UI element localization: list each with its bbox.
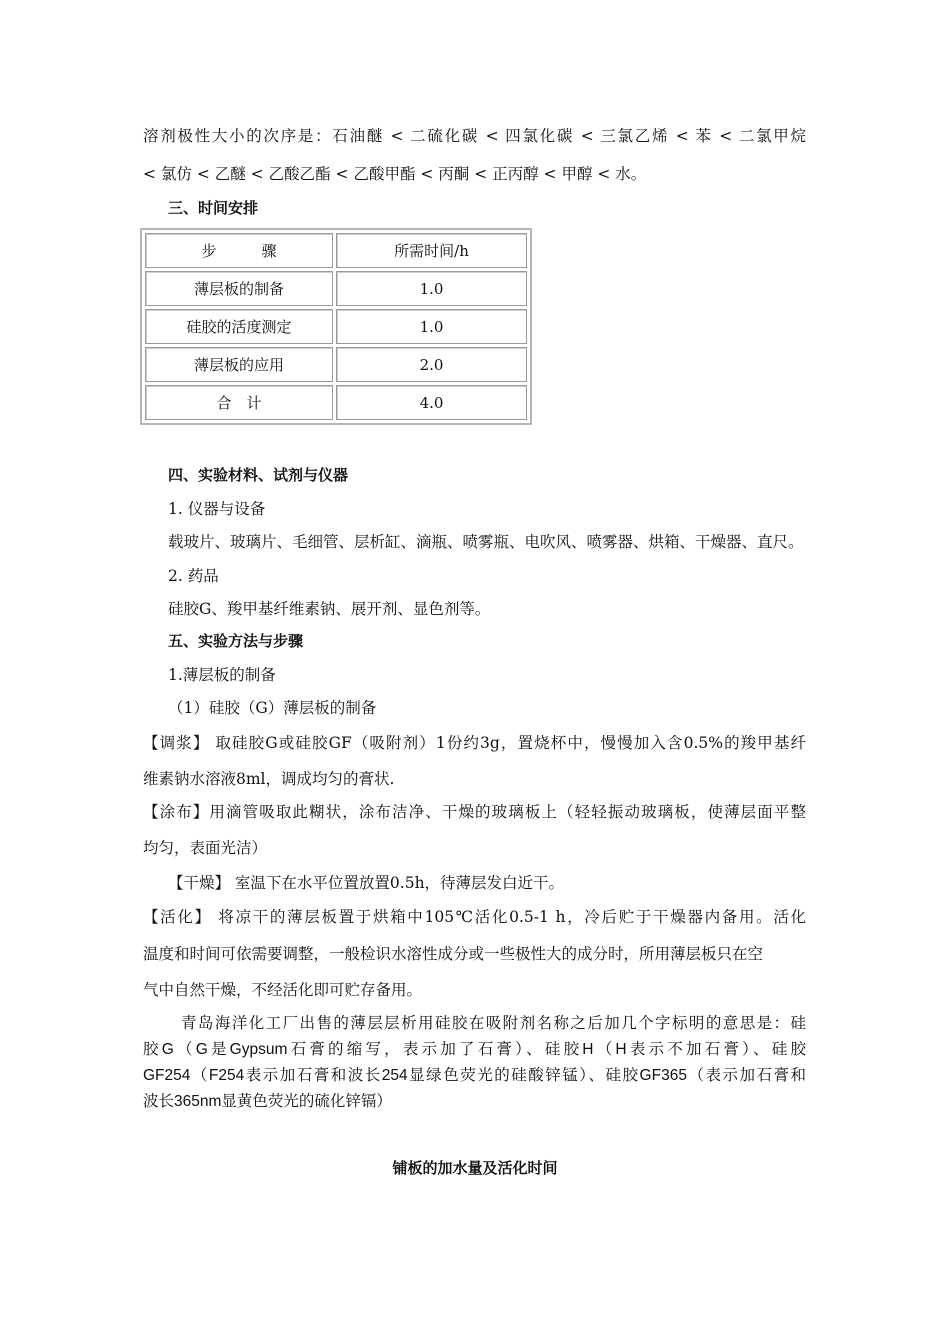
tiaojiang-line2: 维素钠水溶液8ml，调成均匀的膏状. xyxy=(143,770,395,788)
table-cell-time: 1.0 xyxy=(336,271,527,306)
qingdao-line2: 胶G（G是Gypsum石膏的缩写，表示加了石膏）、硅胶H（H表示不加石膏）、硅胶 xyxy=(143,1041,806,1058)
table-header-time: 所需时间/h xyxy=(336,233,527,268)
table-cell-time: 4.0 xyxy=(336,385,527,420)
huohua-line3: 气中自然干燥，不经活化即可贮存备用。 xyxy=(143,981,423,999)
section4-sub2: 2. 药品 xyxy=(168,567,219,585)
section4-sub1-text: 载玻片、玻璃片、毛细管、层析缸、滴瓶、喷雾瓶、电吹风、喷雾器、烘箱、干燥器、直尺。 xyxy=(168,533,804,551)
table-row xyxy=(145,347,527,382)
schedule-table xyxy=(140,228,532,425)
table-row xyxy=(145,271,527,306)
section5-heading: 五、实验方法与步骤 xyxy=(168,632,304,650)
tubu-line1: 【涂布】用滴管吸取此糊状，涂布洁净、干燥的玻璃板上（轻轻振动玻璃板，使薄层面平整 xyxy=(143,803,806,821)
table-cell-step: 薄层板的应用 xyxy=(145,347,333,382)
section4-sub2-text: 硅胶G、羧甲基纤维素钠、展开剂、显色剂等。 xyxy=(168,600,491,618)
table-cell-time: 1.0 xyxy=(336,309,527,344)
table-cell-step: 合 计 xyxy=(145,385,333,420)
qingdao-line1: 青岛海洋化工厂出售的薄层层析用硅胶在吸附剂名称之后加几个字标明的意思是：硅 xyxy=(181,1015,806,1032)
section4-heading: 四、实验材料、试剂与仪器 xyxy=(168,466,349,484)
qingdao-line3: GF254（F254表示加石膏和波长254显绿色荧光的硅酸锌锰）、硅胶GF365（表示加石膏和 xyxy=(143,1067,806,1084)
bottom-title: 铺板的加水量及活化时间 xyxy=(392,1159,558,1177)
table-row xyxy=(145,385,527,420)
table-cell-step: 硅胶的活度测定 xyxy=(145,309,333,344)
solvent-polarity-line2: < 氯仿 < 乙醚 < 乙酸乙酯 < 乙酸甲酯 < 丙酮 < 正丙醇 < 甲醇 < 水。 xyxy=(143,165,647,183)
section5-sub1a: （1）硅胶（G）薄层板的制备 xyxy=(168,699,377,717)
table-header-row xyxy=(145,233,527,268)
tiaojiang-line1: 【调浆】 取硅胶G或硅胶GF（吸附剂）1份约3g，置烧杯中，慢慢加入含0.5%的羧甲基纤 xyxy=(143,734,806,752)
table-cell-step: 薄层板的制备 xyxy=(145,271,333,306)
table-header-step: 步 骤 xyxy=(145,233,333,268)
huohua-line1: 【活化】 将凉干的薄层板置于烘箱中105℃活化0.5-1 h，冷后贮于干燥器内备用。活化 xyxy=(143,908,806,926)
table-row xyxy=(145,309,527,344)
solvent-polarity-line1: 溶剂极性大小的次序是：石油醚 < 二硫化碳 < 四氯化碳 < 三氯乙烯 < 苯 < 二氯甲烷 xyxy=(143,127,806,145)
table-cell-time: 2.0 xyxy=(336,347,527,382)
section5-sub1: 1.薄层板的制备 xyxy=(168,666,276,684)
ganzao-line: 【干燥】 室温下在水平位置放置0.5h，待薄层发白近干。 xyxy=(168,874,565,892)
tubu-line2: 均匀，表面光洁） xyxy=(143,839,268,857)
section3-heading: 三、时间安排 xyxy=(168,199,259,217)
section4-sub1: 1. 仪器与设备 xyxy=(168,500,266,518)
qingdao-line4: 波长365nm显黄色荧光的硫化锌镉） xyxy=(143,1093,392,1110)
huohua-line2: 温度和时间可依需要调整，一般检识水溶性成分或一些极性大的成分时，所用薄层板只在空 xyxy=(143,945,764,963)
